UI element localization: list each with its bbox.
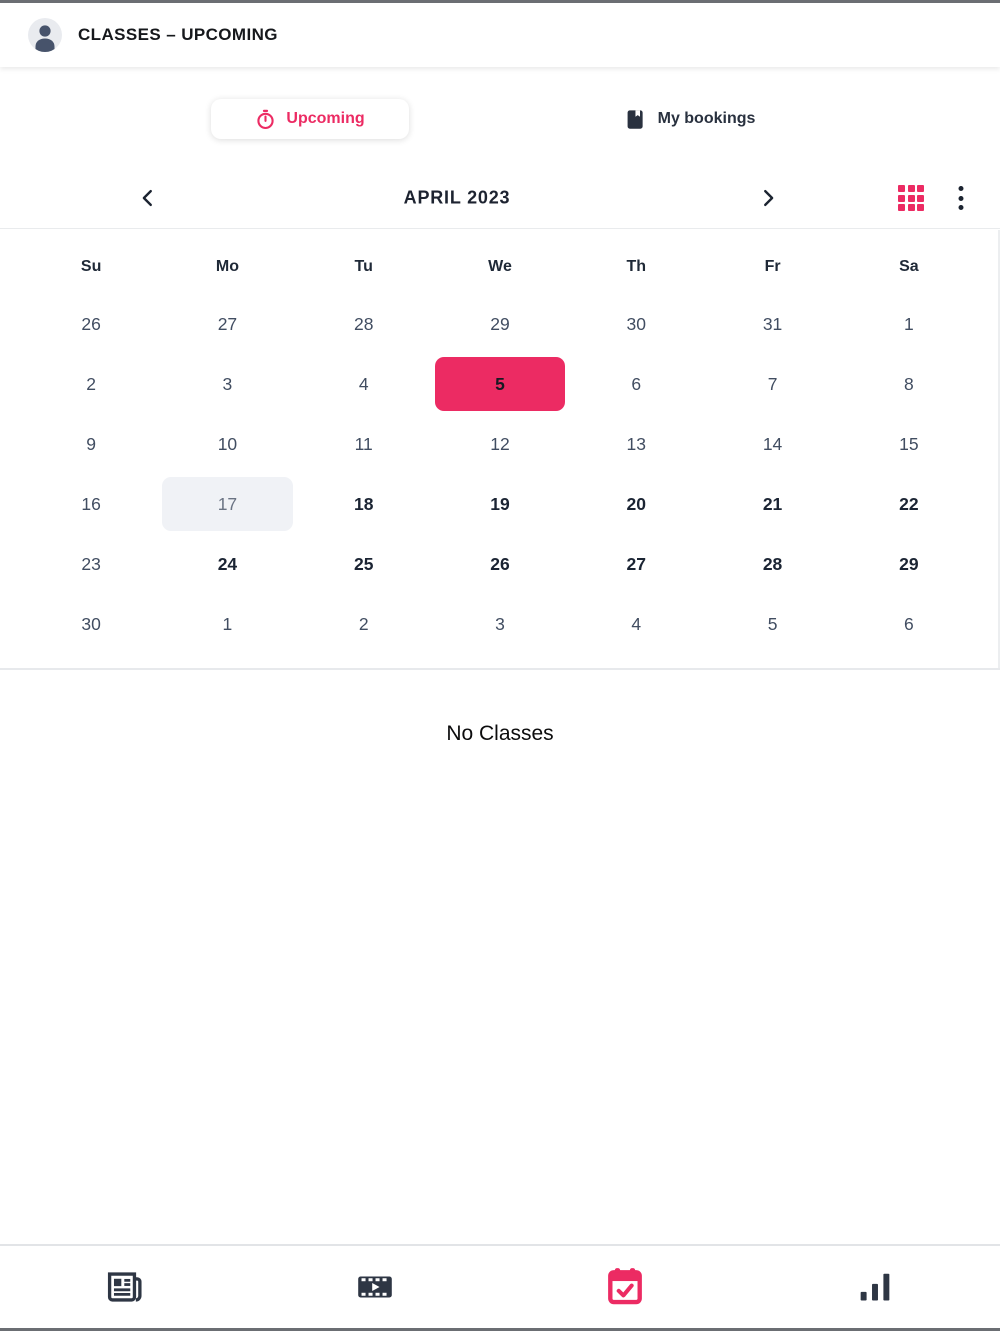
nav-stats[interactable] <box>750 1246 1000 1328</box>
stopwatch-icon <box>255 109 276 130</box>
calendar-day-5[interactable]: 5 <box>435 357 565 411</box>
chevron-left-icon <box>137 187 159 209</box>
weekday-label: Sa <box>899 258 919 275</box>
calendar-check-icon <box>604 1266 646 1308</box>
no-classes-message: No Classes <box>446 722 554 745</box>
weekday-label: Th <box>626 258 647 275</box>
calendar-day-1[interactable]: 1 <box>903 313 914 334</box>
calendar-day-21[interactable]: 21 <box>762 493 783 514</box>
video-icon <box>354 1266 396 1308</box>
calendar-day-10[interactable]: 10 <box>217 433 238 454</box>
calendar-day-30[interactable]: 30 <box>81 613 101 634</box>
calendar-day-5[interactable]: 5 <box>767 613 778 634</box>
calendar-day-4[interactable]: 4 <box>631 613 642 634</box>
calendar-day-29[interactable]: 29 <box>899 553 919 574</box>
calendar-day-23[interactable]: 23 <box>81 553 101 574</box>
bookmark-icon <box>625 108 646 131</box>
prev-month-button[interactable] <box>131 181 165 215</box>
weekday-label: Su <box>80 258 102 275</box>
calendar-day-8[interactable]: 8 <box>903 373 914 394</box>
calendar-day-11[interactable]: 11 <box>354 433 373 454</box>
calendar-day-27[interactable]: 27 <box>626 553 647 574</box>
more-options-button[interactable] <box>955 182 968 214</box>
page-title: CLASSES – UPCOMING <box>78 25 278 44</box>
calendar-day-6[interactable]: 6 <box>631 373 642 394</box>
calendar-day-13[interactable]: 13 <box>626 433 647 454</box>
weekday-label: Tu <box>354 258 373 275</box>
calendar-day-4[interactable]: 4 <box>358 373 369 394</box>
tab-my-bookings[interactable] <box>625 99 756 139</box>
next-month-button[interactable] <box>751 181 785 215</box>
calendar-day-2[interactable]: 2 <box>86 373 96 394</box>
weekday-label: Fr <box>764 258 781 275</box>
calendar-day-18[interactable]: 18 <box>353 493 374 514</box>
calendar-day-27[interactable]: 27 <box>217 313 238 334</box>
calendar-day-12[interactable]: 12 <box>490 433 510 454</box>
calendar-day-1[interactable]: 1 <box>222 613 233 634</box>
calendar-day-30[interactable]: 30 <box>626 313 647 334</box>
calendar-day-3[interactable]: 3 <box>495 613 505 634</box>
avatar[interactable] <box>28 18 62 52</box>
screen-top-edge <box>0 0 1000 3</box>
calendar-day-17[interactable]: 17 <box>162 477 292 531</box>
bottom-nav <box>0 1244 1000 1328</box>
calendar-day-22[interactable]: 22 <box>899 493 919 514</box>
calendar-day-3[interactable]: 3 <box>222 373 233 394</box>
grid-view-button[interactable] <box>898 185 924 211</box>
person-icon <box>28 18 62 52</box>
calendar-divider <box>0 668 1000 670</box>
month-nav-bar <box>0 168 1000 229</box>
calendar-day-7[interactable]: 7 <box>767 373 778 394</box>
nav-videos[interactable] <box>250 1246 500 1328</box>
kebab-menu-icon <box>959 186 964 191</box>
calendar-day-15[interactable]: 15 <box>899 433 919 454</box>
calendar-day-29[interactable]: 29 <box>490 313 510 334</box>
calendar-day-16[interactable]: 16 <box>81 493 101 514</box>
weekday-label: Mo <box>215 258 239 275</box>
calendar-day-25[interactable]: 25 <box>353 553 374 574</box>
tab-upcoming[interactable] <box>211 99 409 139</box>
tab-my-bookings-label: My bookings <box>657 110 756 127</box>
nav-classes[interactable] <box>500 1246 750 1328</box>
grid-icon <box>898 185 905 192</box>
nav-news[interactable] <box>0 1246 250 1328</box>
news-icon <box>104 1266 146 1308</box>
app-header <box>0 3 1000 67</box>
calendar-grid <box>23 294 977 654</box>
calendar-day-28[interactable]: 28 <box>762 553 783 574</box>
tab-upcoming-label: Upcoming <box>286 110 365 127</box>
calendar-day-24[interactable]: 24 <box>217 553 238 574</box>
calendar-day-6[interactable]: 6 <box>903 613 914 634</box>
calendar-day-14[interactable]: 14 <box>762 433 783 454</box>
stats-icon <box>854 1266 896 1308</box>
calendar-day-26[interactable]: 26 <box>81 313 101 334</box>
calendar-day-31[interactable]: 31 <box>762 313 783 334</box>
calendar-day-20[interactable]: 20 <box>626 493 647 514</box>
screen-bottom-edge <box>0 1328 1000 1331</box>
calendar-day-28[interactable]: 28 <box>353 313 374 334</box>
calendar-day-9[interactable]: 9 <box>86 433 96 454</box>
calendar-day-19[interactable]: 19 <box>490 493 510 514</box>
weekday-row <box>23 241 977 293</box>
chevron-right-icon <box>757 187 779 209</box>
calendar-day-2[interactable]: 2 <box>358 613 369 634</box>
calendar-day-26[interactable]: 26 <box>490 553 510 574</box>
month-label: APRIL 2023 <box>403 187 511 208</box>
weekday-label: We <box>488 258 512 275</box>
